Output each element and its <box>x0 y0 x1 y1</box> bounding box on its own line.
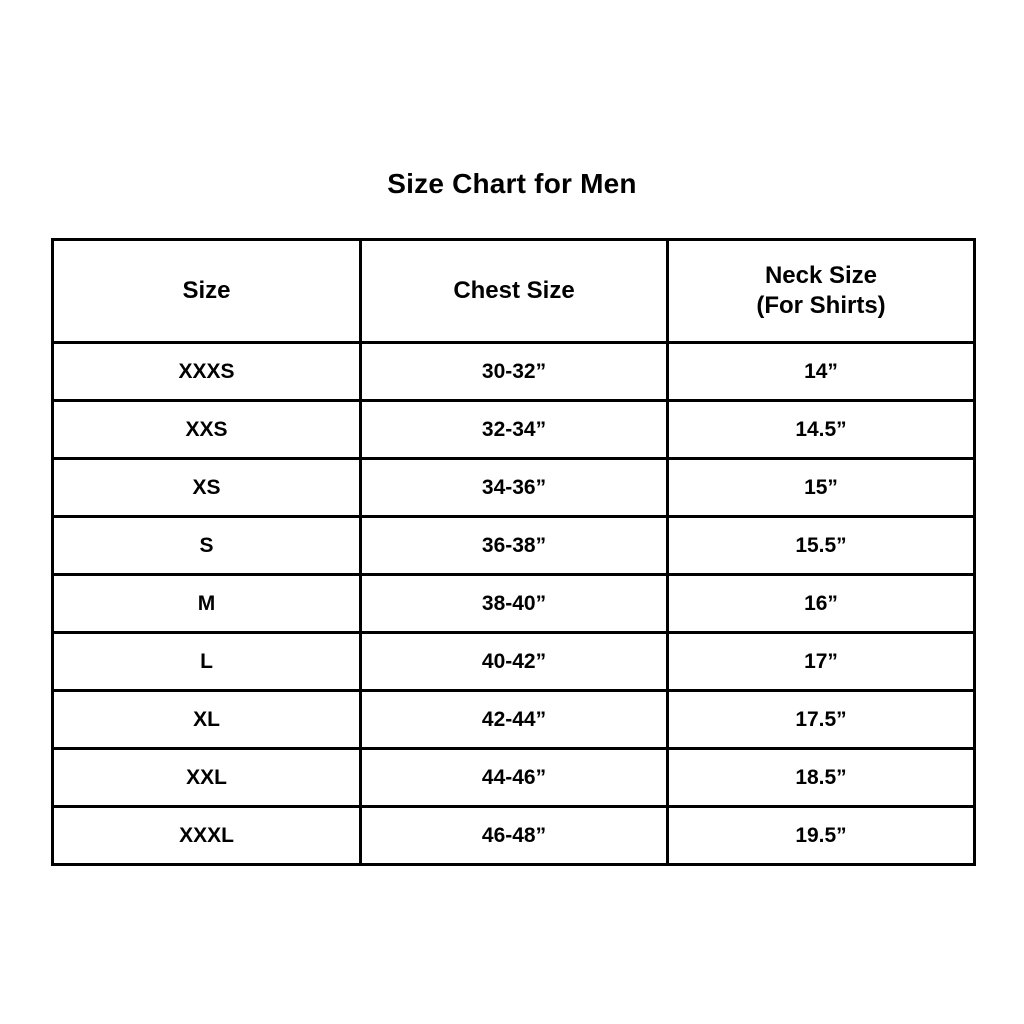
cell-neck: 19.5” <box>668 807 975 865</box>
table-row <box>53 459 975 517</box>
table-header-row <box>53 240 975 343</box>
cell-size: XXXS <box>53 343 361 401</box>
cell-neck: 15.5” <box>668 517 975 575</box>
table-row <box>53 691 975 749</box>
cell-chest: 36-38” <box>361 517 668 575</box>
cell-neck: 17” <box>668 633 975 691</box>
table-row <box>53 749 975 807</box>
cell-size: XXXL <box>53 807 361 865</box>
table-row <box>53 633 975 691</box>
cell-neck: 18.5” <box>668 749 975 807</box>
cell-neck: 14.5” <box>668 401 975 459</box>
column-header-size <box>53 240 361 343</box>
table-row <box>53 401 975 459</box>
cell-chest: 30-32” <box>361 343 668 401</box>
cell-neck: 16” <box>668 575 975 633</box>
cell-size: L <box>53 633 361 691</box>
column-header-chest-label: Chest Size <box>453 277 575 304</box>
table-header <box>53 240 975 343</box>
cell-neck: 14” <box>668 343 975 401</box>
cell-size: XXS <box>53 401 361 459</box>
table-body <box>53 343 975 865</box>
cell-size: XL <box>53 691 361 749</box>
table-row <box>53 575 975 633</box>
cell-size: M <box>53 575 361 633</box>
table-row <box>53 343 975 401</box>
table-row <box>53 517 975 575</box>
cell-chest: 32-34” <box>361 401 668 459</box>
cell-chest: 34-36” <box>361 459 668 517</box>
cell-chest: 44-46” <box>361 749 668 807</box>
cell-chest: 46-48” <box>361 807 668 865</box>
column-header-size-label: Size <box>182 277 231 304</box>
cell-chest: 40-42” <box>361 633 668 691</box>
cell-chest: 42-44” <box>361 691 668 749</box>
cell-neck: 17.5” <box>668 691 975 749</box>
cell-size: XS <box>53 459 361 517</box>
table-row <box>53 807 975 865</box>
size-table <box>51 238 976 866</box>
cell-neck: 15” <box>668 459 975 517</box>
column-header-chest <box>361 240 668 343</box>
column-header-neck <box>668 240 975 343</box>
column-header-neck-sublabel: (For Shirts) <box>756 292 886 319</box>
cell-size: S <box>53 517 361 575</box>
cell-chest: 38-40” <box>361 575 668 633</box>
page-title: Size Chart for Men <box>387 168 637 199</box>
column-header-neck-label: Neck Size <box>764 262 878 289</box>
cell-size: XXL <box>53 749 361 807</box>
size-table-container <box>51 238 973 866</box>
